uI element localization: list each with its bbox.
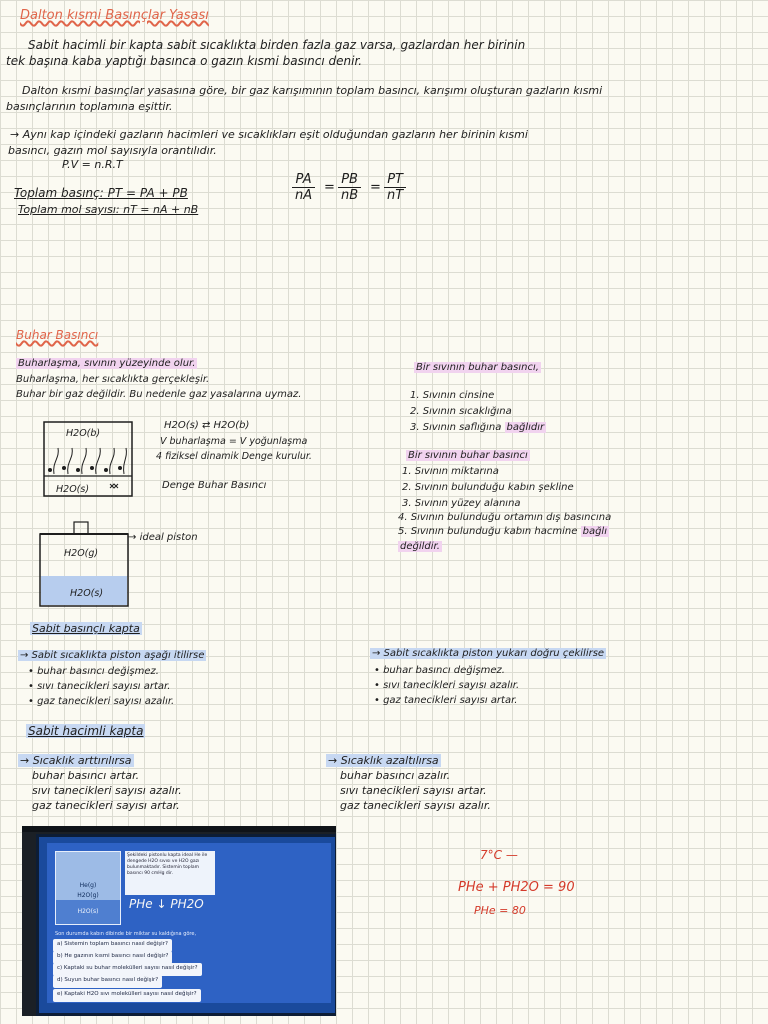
diagram-vapor-label: H2O(b) [66, 428, 101, 439]
ideal-piston-label: → ideal piston [128, 532, 198, 543]
equilibrium-arrow-icon [110, 484, 118, 488]
question-panel [47, 843, 331, 1003]
push-down-title-text: → Sabit sıcaklıkta piston aşağı itilirse [20, 650, 205, 661]
cool-down-title-text: → Sıcaklık azaltılırsa [328, 754, 439, 767]
page-title: Dalton kısmi Basınçlar Yasası [20, 8, 209, 23]
pull-up-title-text: → Sabit sıcaklıkta piston yukarı doğru çekilirse [372, 648, 605, 659]
heat-up-item-2: sıvı tanecikleri sayısı azalır. [32, 784, 182, 797]
depends-item-3 [410, 422, 546, 433]
depends-item-3-text: 3. Sıvının saflığına [410, 422, 502, 433]
vapor-arrow-1 [54, 448, 59, 474]
heat-up-title-text: → Sıcaklık arttırılırsa [20, 754, 132, 767]
vapor-arrow-3 [82, 448, 87, 474]
vapor-arrow-4 [96, 448, 101, 474]
fraction-pt-nt [384, 172, 406, 203]
equilibrium-vapor-pressure: Denge Buhar Basıncı [162, 480, 267, 491]
pull-up-item-1: • buhar basıncı değişmez. [374, 665, 505, 676]
vapor-line-3: Buhar bir gaz değildir. Bu nedenle gaz yasalarına uymaz. [16, 389, 302, 400]
piston-handle [74, 522, 88, 534]
fraction-t-denominator: nT [387, 188, 404, 203]
fraction-a-denominator: nA [295, 188, 313, 203]
smartboard-screen [36, 834, 336, 1016]
not-depends-item-4: 4. Sıvının bulunduğu ortamın dış basıncına [398, 512, 612, 523]
constant-volume-heading [26, 724, 145, 738]
pull-up-item-3: • gaz tanecikleri sayısı artar. [374, 695, 518, 706]
red-note-temperature: 7°C — [480, 848, 518, 862]
constant-pressure-heading [30, 622, 142, 635]
not-depends-item-1: 1. Sıvının miktarına [402, 466, 499, 477]
fraction-pb-nb [338, 172, 361, 203]
ideal-gas-equation: P.V = n.R.T [62, 158, 123, 171]
depends-item-2: 2. Sıvının sıcaklığına [410, 406, 512, 417]
push-down-item-2: • sıvı tanecikleri sayısı artar. [28, 681, 171, 692]
fraction-t-numerator: PT [384, 172, 406, 188]
push-down-item-1: • buhar basıncı değişmez. [28, 666, 159, 677]
vapor-arrow-5 [110, 448, 115, 474]
intro-line-5: → Aynı kap içindeki gazların hacimleri ve sıcaklıkları eşit olduğundan gazların her birinin kısmi [10, 128, 528, 141]
question-option-a[interactable]: a) Sistemin toplam basıncı nasıl değişir? [53, 939, 172, 952]
equals-sign-1: = [324, 180, 335, 195]
question-condition: Son durumda kabın dibinde bir miktar su kaldığına göre, [55, 931, 197, 937]
equilibrium-rates: V buharlaşma = V yoğunlaşma [160, 436, 308, 447]
figure-liquid-label: H2O(s) [77, 908, 99, 915]
question-option-e[interactable]: e) Kaptaki H2O sıvı molekülleri sayısı nasıl değişir? [53, 989, 201, 1002]
cool-down-item-2: sıvı tanecikleri sayısı artar. [340, 784, 487, 797]
total-mol-formula: Toplam mol sayısı: nT = nA + nB [18, 203, 199, 216]
not-depends-title [406, 450, 530, 461]
equals-sign-2: = [370, 180, 381, 195]
vapor-particles [48, 466, 122, 472]
question-option-b[interactable]: b) He gazının kısmi basıncı nasıl değişir? [53, 951, 172, 964]
fraction-b-denominator: nB [341, 188, 359, 203]
depends-tail: bağlıdır [506, 422, 545, 433]
particle-2 [62, 466, 66, 470]
question-description: Şekildeki pistonlu kapta ideal He ile dengede H2O sıvısı ve H2O gazı bulunmaktadır. Sistemin toplam basıncı 90 cmHg dir. [125, 851, 215, 895]
question-figure [55, 851, 121, 925]
particle-4 [90, 466, 94, 470]
intro-line-1: Sabit hacimli bir kapta sabit sıcaklıkta birden fazla gaz varsa, gazlardan her birinin [28, 38, 526, 52]
particle-1 [48, 468, 52, 472]
vapor-line-2: Buharlaşma, her sıcaklıkta gerçekleşir. [16, 374, 210, 385]
pull-up-item-2: • sıvı tanecikleri sayısı azalır. [374, 680, 520, 691]
total-pressure-formula: Toplam basınç: PT = PA + PB [14, 186, 188, 200]
vapor-arrow-2 [68, 448, 73, 474]
red-note-result: PHe = 80 [474, 904, 526, 917]
photo-top-edge [22, 826, 336, 832]
constant-volume-heading-text: Sabit hacimli kapta [28, 724, 144, 738]
red-note-sum: PHe + PH2O = 90 [458, 880, 575, 895]
pull-up-title [370, 648, 606, 659]
fraction-b-numerator: PB [338, 172, 361, 188]
not-depends-tail-1: bağlı [582, 526, 607, 537]
heat-up-item-3: gaz tanecikleri sayısı artar. [32, 799, 180, 812]
cool-down-item-1: buhar basıncı azalır. [340, 769, 451, 782]
intro-line-3: Dalton kısmi basınçlar yasasına göre, bir gaz karışımının toplam basıncı, karışımı oluşturan gazların kısmi [22, 84, 603, 97]
piston-gas-label: H2O(g) [64, 548, 99, 559]
smartboard-photo [22, 826, 336, 1016]
intro-line-4: basınçlarının toplamına eşittir. [6, 100, 173, 113]
figure-gas-label: H2O(g) [77, 892, 99, 899]
depends-title [414, 362, 541, 373]
intro-line-2: tek başına kaba yaptığı basınca o gazın kısmi basıncı denir. [6, 54, 363, 68]
diagram-liquid-label: H2O(s) [56, 484, 90, 495]
not-depends-item-2: 2. Sıvının bulunduğu kabın şekline [402, 482, 574, 493]
not-depends-item-5 [398, 526, 609, 537]
heat-up-title [18, 754, 134, 767]
intro-line-6: basıncı, gazın mol sayısıyla orantılıdır. [8, 144, 217, 157]
particle-3 [76, 468, 80, 472]
particle-6 [118, 466, 122, 470]
depends-title-text: Bir sıvının buhar basıncı, [416, 362, 539, 373]
question-formula: PHe ↓ PH2O [129, 897, 204, 911]
dynamic-equilibrium-note: 4 fiziksel dinamik Denge kurulur. [156, 451, 312, 462]
cool-down-item-3: gaz tanecikleri sayısı azalır. [340, 799, 491, 812]
vapor-pressure-heading: Buhar Basıncı [16, 328, 99, 342]
vapor-arrow-6 [124, 448, 127, 474]
figure-he-label: He(g) [79, 882, 97, 889]
question-option-c[interactable]: c) Kaptaki su buhar molekülleri sayısı nasıl değişir? [53, 963, 202, 976]
fraction-pa-na [292, 172, 315, 203]
not-depends-tail-2-text: değildir. [400, 541, 440, 552]
vapor-line-1-text: Buharlaşma, sıvının yüzeyinde olur. [18, 358, 196, 369]
piston-liquid-label: H2O(s) [70, 588, 104, 599]
question-option-d[interactable]: d) Suyun buhar basıncı nasıl değişir? [53, 975, 162, 988]
not-depends-title-text: Bir sıvının buhar basıncı [408, 450, 528, 461]
fraction-a-numerator: PA [292, 172, 315, 188]
push-down-item-3: • gaz tanecikleri sayısı azalır. [28, 696, 175, 707]
cool-down-title [326, 754, 441, 767]
vapor-line-1 [16, 358, 197, 369]
equilibrium-equation: H2O(s) ⇄ H2O(b) [164, 420, 250, 431]
not-depends-tail-2 [398, 541, 442, 552]
particle-5 [104, 468, 108, 472]
depends-item-1: 1. Sıvının cinsine [410, 390, 495, 401]
constant-pressure-heading-text: Sabit basınçlı kapta [32, 622, 140, 635]
heat-up-item-1: buhar basıncı artar. [32, 769, 140, 782]
not-depends-item-3: 3. Sıvının yüzey alanına [402, 498, 521, 509]
vapor-arrows [54, 448, 127, 474]
not-depends-item-5-text: 5. Sıvının bulunduğu kabın hacmine [398, 526, 578, 537]
ideal-piston-text: ideal piston [139, 532, 198, 543]
push-down-title [18, 650, 206, 661]
